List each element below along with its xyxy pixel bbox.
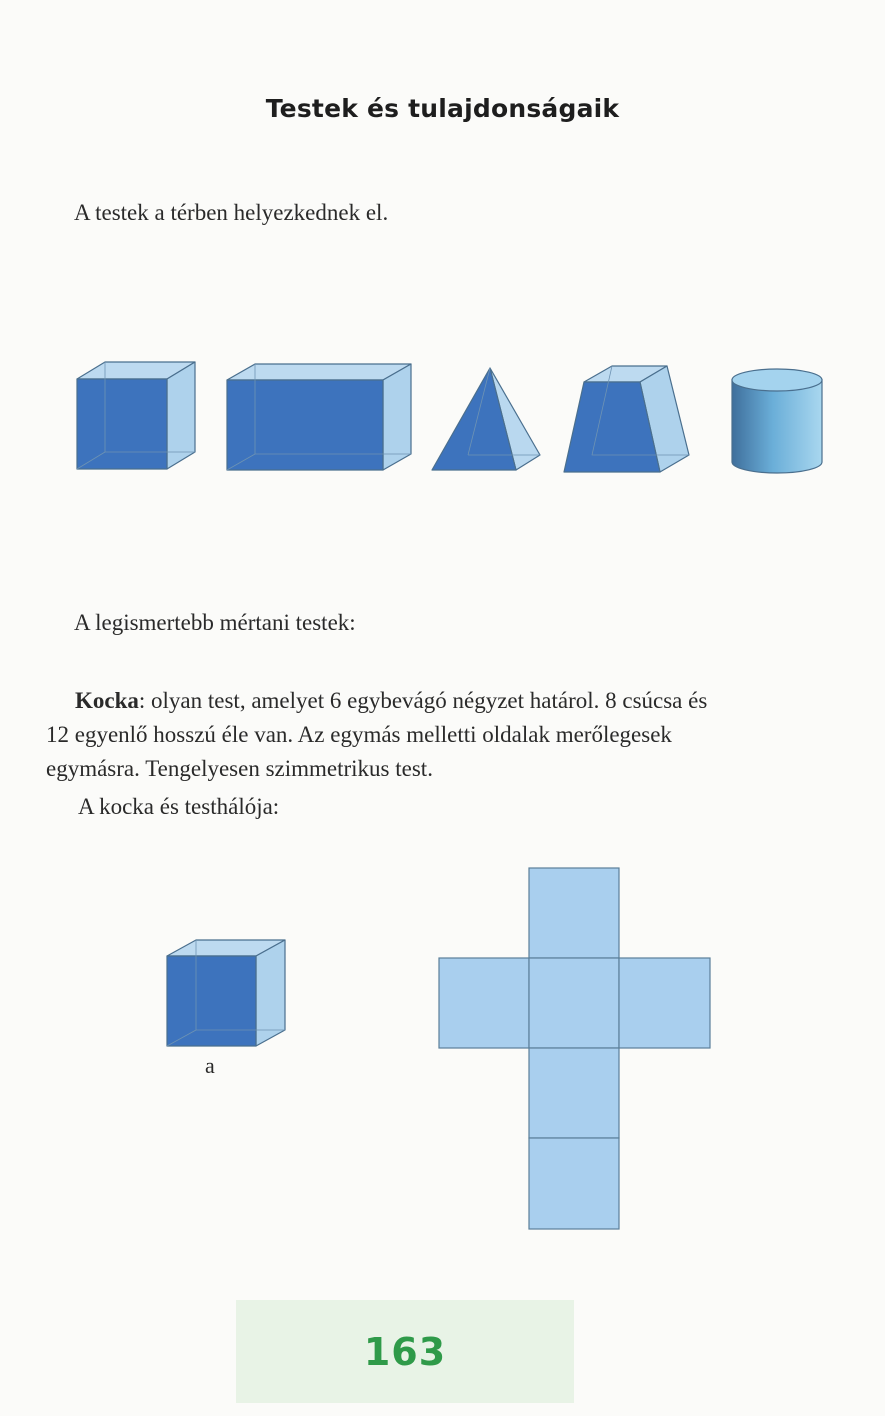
net-face-back (529, 1138, 619, 1229)
net-face-right (619, 958, 710, 1048)
kocka-line-3: egymásra. Tengelyesen szimmetrikus test. (46, 756, 433, 781)
cylinder-figure (732, 369, 822, 473)
page-title: Testek és tulajdonságaik (265, 94, 620, 123)
kocka-term: Kocka (75, 688, 139, 713)
net-face-center (529, 958, 619, 1048)
cuboid-figure (227, 364, 411, 470)
cube-edge-label: a (205, 1053, 215, 1078)
kocka-definition (46, 684, 806, 786)
net-face-bottom (529, 1048, 619, 1138)
frustum-figure (564, 366, 689, 472)
net-face-left (439, 958, 529, 1048)
kocka-line-1: Kocka: olyan test, amelyet 6 egybevágó négyzet határol. 8 csúcsa és (75, 688, 708, 713)
known-solids-heading: A legismertebb mértani testek: (74, 610, 356, 635)
kocka-line-2: 12 egyenlő hosszú éle van. Az egymás melletti oldalak merőlegesek (46, 722, 672, 747)
cube-net-figure (439, 868, 710, 1229)
cube-figure (77, 362, 195, 469)
net-caption: A kocka és testhálója: (78, 794, 280, 819)
page-number: 163 (363, 1329, 447, 1374)
net-face-top (529, 868, 619, 958)
cube-small-figure (167, 940, 285, 1046)
intro-text: A testek a térben helyezkednek el. (74, 200, 389, 225)
page-number-box (236, 1300, 574, 1403)
pyramid-figure (432, 368, 540, 470)
